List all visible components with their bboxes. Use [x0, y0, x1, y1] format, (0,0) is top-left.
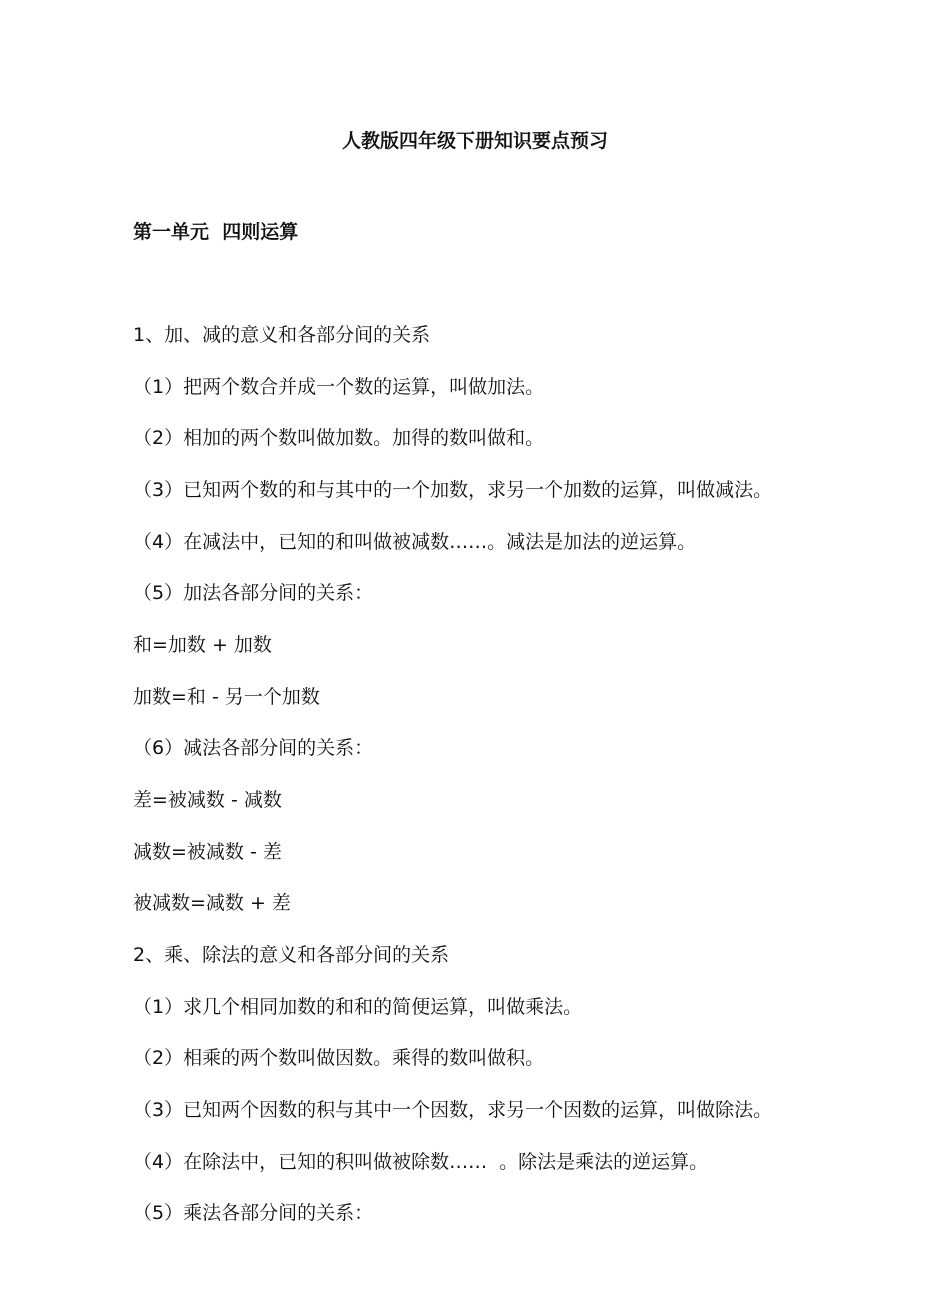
section-heading-multiply-divide: 2、乘、除法的意义和各部分间的关系: [133, 944, 450, 966]
formula-line: 减数=被减数 - 差: [133, 841, 282, 863]
formula-line: 差=被减数 - 减数: [133, 789, 282, 811]
paragraph-line: （2）相加的两个数叫做加数。加得的数叫做和。: [133, 427, 545, 449]
paragraph-line: （5）加法各部分间的关系：: [133, 582, 374, 604]
document-title: 人教版四年级下册知识要点预习: [341, 130, 608, 152]
paragraph-line: （6）减法各部分间的关系：: [133, 737, 374, 759]
section-heading-add-subtract: 1、加、减的意义和各部分间的关系: [133, 324, 431, 346]
paragraph-line: （2）相乘的两个数叫做因数。乘得的数叫做积。: [133, 1047, 545, 1069]
paragraph-line: （3）已知两个数的和与其中的一个加数，求另一个加数的运算，叫做减法。: [133, 479, 773, 501]
paragraph-line: （4）在减法中，已知的和叫做被减数……。减法是加法的逆运算。: [133, 531, 697, 553]
paragraph-line: （4）在除法中，已知的积叫做被除数…… 。除法是乘法的逆运算。: [133, 1151, 709, 1173]
formula-line: 加数=和 - 另一个加数: [133, 686, 320, 708]
paragraph-line: （1）求几个相同加数的和和的简便运算，叫做乘法。: [133, 996, 583, 1018]
formula-line: 被减数=减数 + 差: [133, 892, 291, 914]
paragraph-line: （1）把两个数合并成一个数的运算，叫做加法。: [133, 376, 545, 398]
formula-line: 和=加数 + 加数: [133, 634, 272, 656]
paragraph-line: （5）乘法各部分间的关系：: [133, 1202, 374, 1224]
paragraph-line: （3）已知两个因数的积与其中一个因数，求另一个因数的运算，叫做除法。: [133, 1099, 773, 1121]
unit-heading: 第一单元 四则运算: [133, 221, 299, 243]
